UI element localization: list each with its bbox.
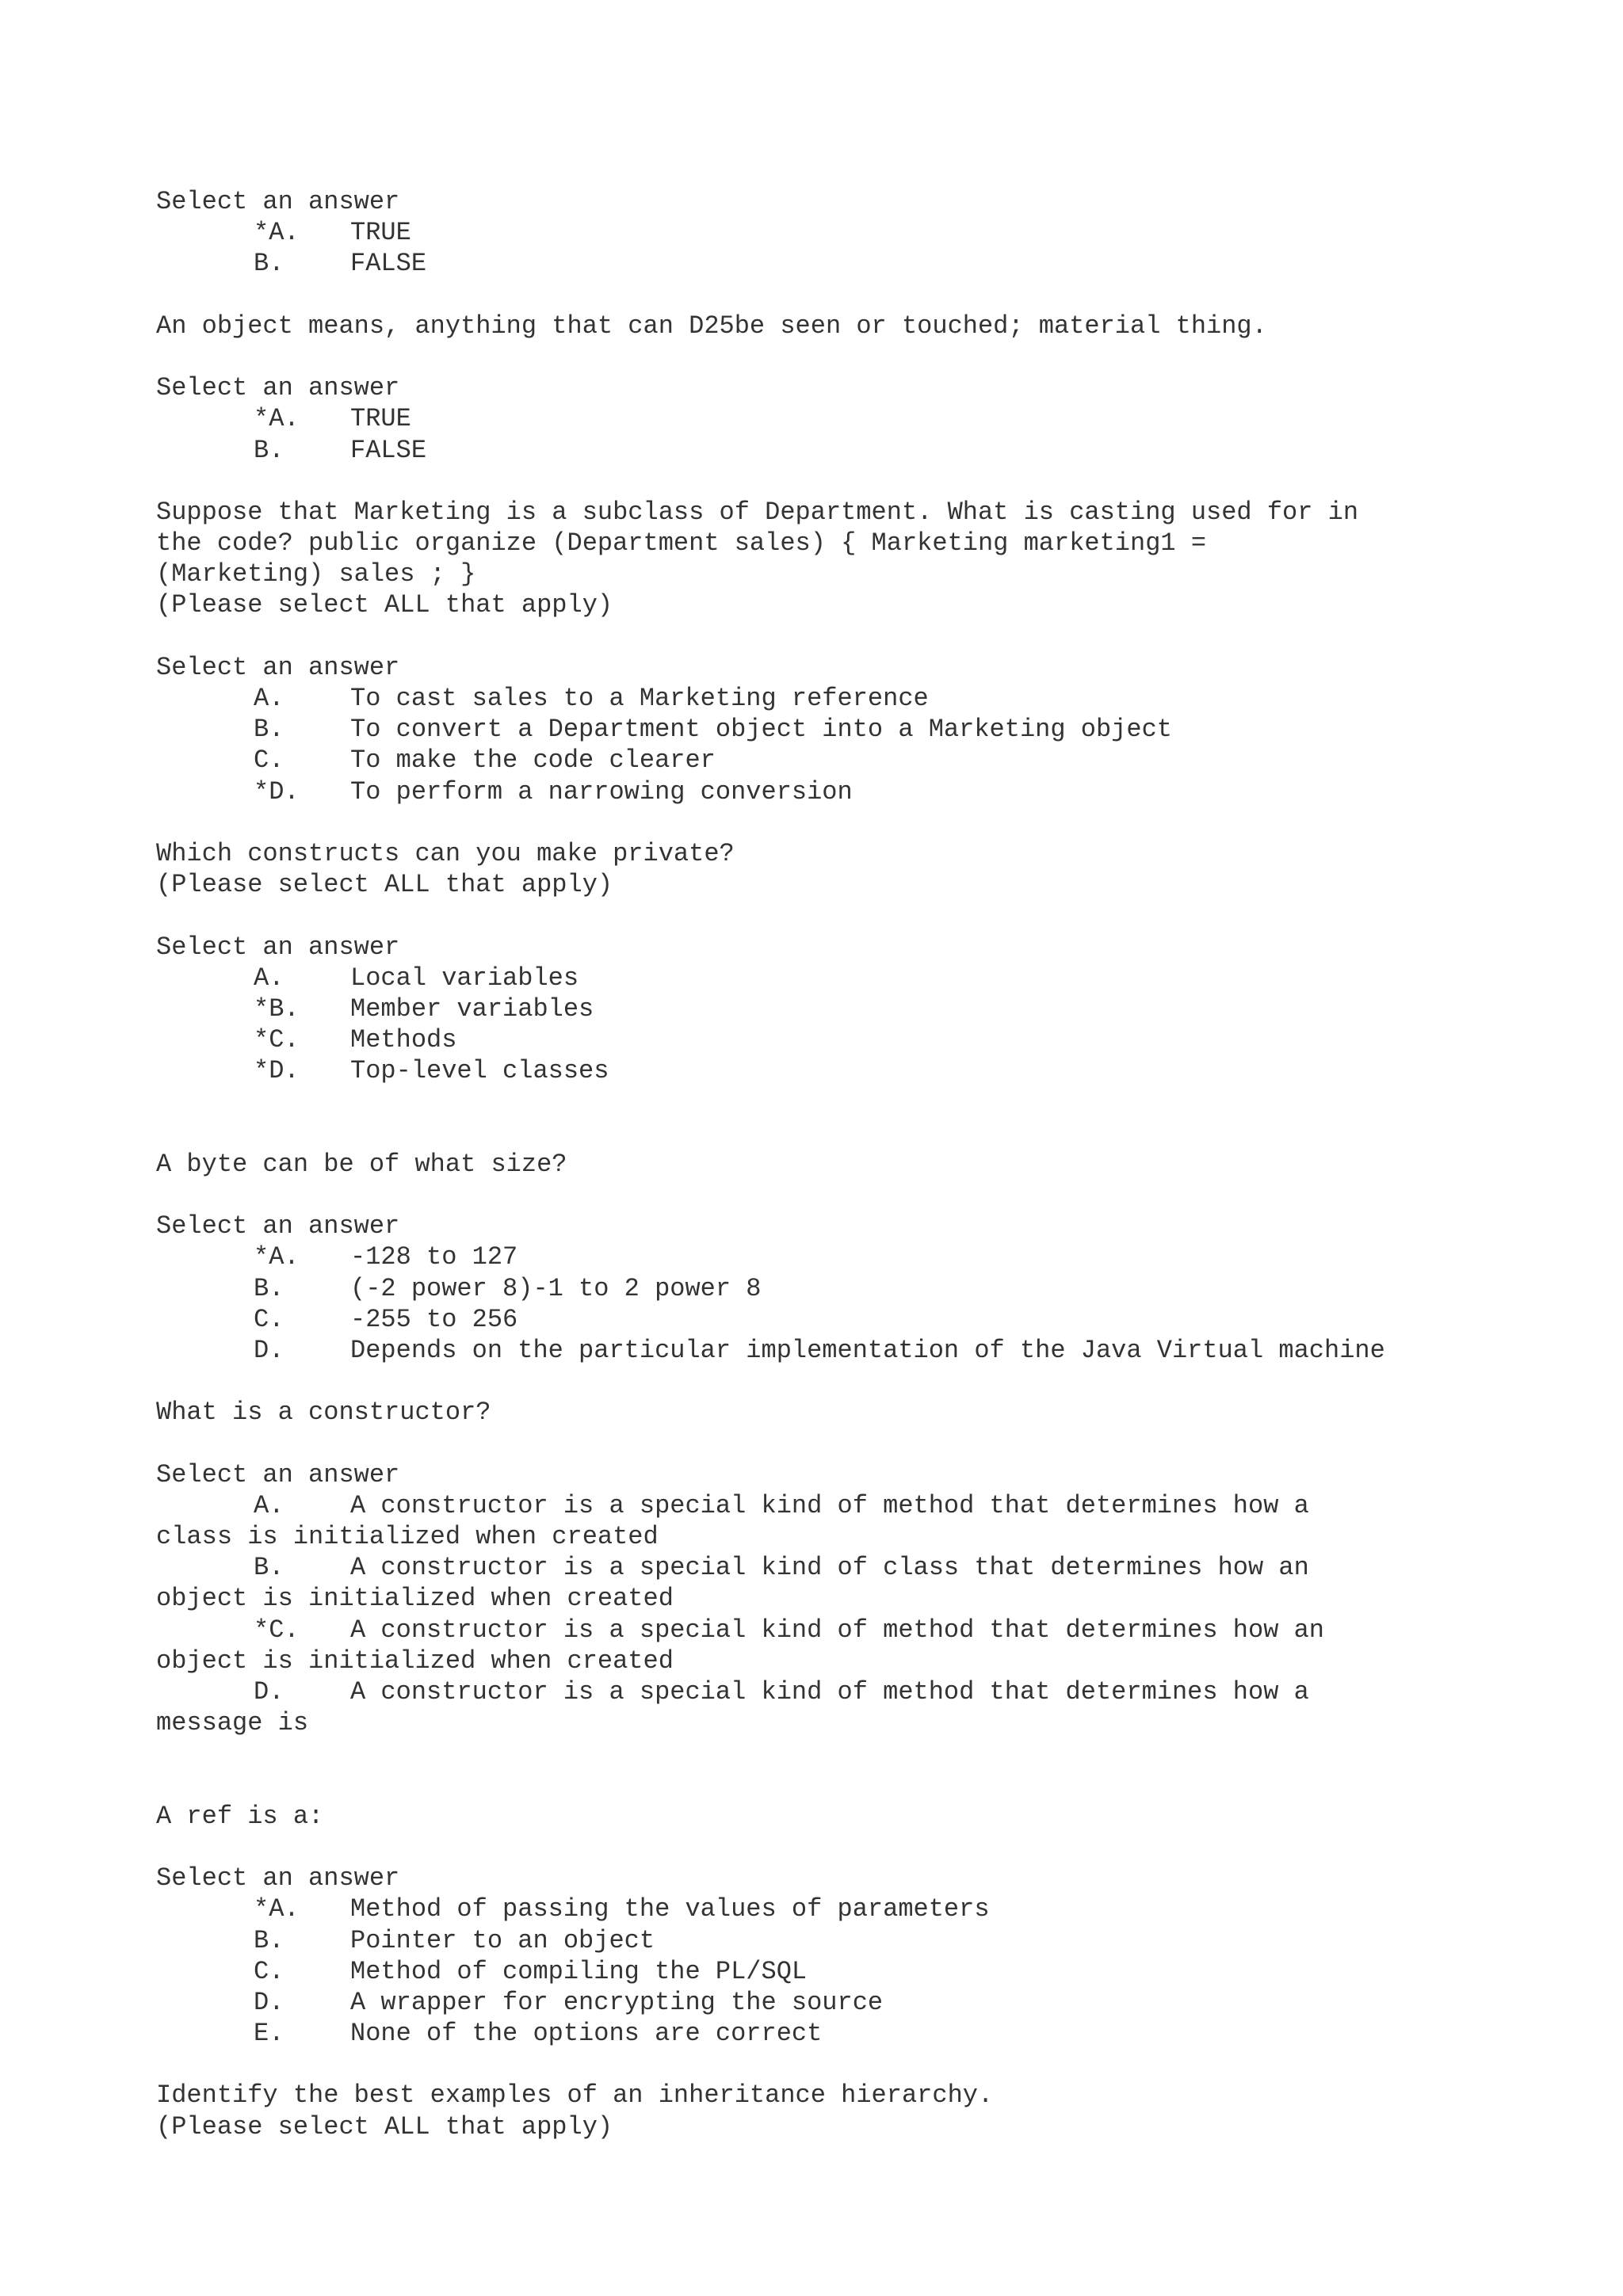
option-text: A constructor is a special kind of method that determines how a <box>350 1490 1309 1520</box>
option-text: A wrapper for encrypting the source <box>350 1987 884 2017</box>
option-letter: A. <box>254 684 285 713</box>
answer-option <box>156 1241 1535 1272</box>
blank-line <box>156 1366 1535 1397</box>
option-letter: B. <box>254 435 285 465</box>
question-text: (Please select ALL that apply) <box>156 2111 613 2142</box>
answer-option <box>156 1335 1535 1366</box>
option-letter: *A. <box>254 1894 300 1924</box>
option-letter: *D. <box>254 1056 300 1086</box>
option-text: Methods <box>350 1025 457 1055</box>
option-letter: *C. <box>254 1615 300 1645</box>
question-text: Which constructs can you make private? <box>156 838 735 868</box>
option-text: Pointer to an object <box>350 1925 655 1955</box>
option-text: To make the code clearer <box>350 746 716 776</box>
blank-line <box>156 280 1535 311</box>
answer-option <box>156 435 1535 466</box>
answer-option <box>156 403 1535 434</box>
select-answer-label: Select an answer <box>156 652 400 682</box>
option-letter: C. <box>254 1304 285 1334</box>
option-text: None of the options are correct <box>350 2019 823 2049</box>
question-text: A ref is a: <box>156 1801 324 1831</box>
answer-option <box>156 994 1535 1024</box>
select-answer-label: Select an answer <box>156 1863 400 1894</box>
option-letter: B. <box>254 715 285 745</box>
answer-option <box>156 1956 1535 1987</box>
blank-line <box>156 341 1535 372</box>
question-text: class is initialized when created <box>156 1522 659 1552</box>
option-text: To perform a narrowing conversion <box>350 776 853 807</box>
option-text: (-2 power 8)-1 to 2 power 8 <box>350 1273 762 1303</box>
answer-option <box>156 1987 1535 2018</box>
select-answer-label: Select an answer <box>156 1211 400 1241</box>
option-text: TRUE <box>350 218 411 248</box>
question-text: the code? public organize (Department sales) { Marketing marketing1 = <box>156 528 1207 559</box>
blank-line <box>156 466 1535 497</box>
blank-line <box>156 2049 1535 2080</box>
option-text: Method of passing the values of parameters <box>350 1894 990 1924</box>
answer-option <box>156 1055 1535 1086</box>
select-answer-label: Select an answer <box>156 373 400 403</box>
option-letter: B. <box>254 1273 285 1303</box>
answer-option <box>156 1894 1535 1924</box>
question-text: (Please select ALL that apply) <box>156 870 613 900</box>
blank-line <box>156 1738 1535 1769</box>
option-letter: D. <box>254 1987 285 2017</box>
option-text: A constructor is a special kind of method that determines how an <box>350 1615 1324 1645</box>
option-text: To cast sales to a Marketing reference <box>350 684 929 713</box>
answer-option <box>156 714 1535 745</box>
answer-option <box>156 1024 1535 1055</box>
option-letter: D. <box>254 1677 285 1707</box>
option-text: Depends on the particular implementation of the Java Virtual machine <box>350 1335 1385 1365</box>
blank-line <box>156 807 1535 838</box>
answer-option <box>156 776 1535 807</box>
option-text: Top-level classes <box>350 1056 609 1086</box>
question-text: Identify the best examples of an inheritance hierarchy. <box>156 2081 994 2111</box>
option-letter: C. <box>254 1956 285 1986</box>
blank-line <box>156 621 1535 652</box>
answer-option <box>156 963 1535 994</box>
answer-option <box>156 1552 1535 1583</box>
question-text: Suppose that Marketing is a subclass of Department. What is casting used for in <box>156 497 1359 527</box>
option-letter: C. <box>254 746 285 776</box>
option-text: FALSE <box>350 435 427 465</box>
answer-option <box>156 1676 1535 1707</box>
question-text: (Marketing) sales ; } <box>156 559 476 589</box>
option-text: A constructor is a special kind of class that determines how an <box>350 1553 1309 1583</box>
question-text: What is a constructor? <box>156 1398 491 1428</box>
option-letter: *A. <box>254 218 300 248</box>
blank-line <box>156 1428 1535 1459</box>
answer-option <box>156 217 1535 248</box>
question-text: message is <box>156 1708 309 1738</box>
option-letter: E. <box>254 2019 285 2049</box>
select-answer-label: Select an answer <box>156 1459 400 1489</box>
blank-line <box>156 1770 1535 1801</box>
option-text: Local variables <box>350 963 579 993</box>
answer-option <box>156 1490 1535 1521</box>
option-letter: B. <box>254 249 285 279</box>
option-letter: A. <box>254 1490 285 1520</box>
blank-line <box>156 1118 1535 1149</box>
option-text: TRUE <box>350 404 411 434</box>
question-text: A byte can be of what size? <box>156 1149 567 1179</box>
question-text: object is initialized when created <box>156 1584 674 1614</box>
option-letter: A. <box>254 963 285 993</box>
select-answer-label: Select an answer <box>156 932 400 962</box>
option-letter: *C. <box>254 1025 300 1055</box>
answer-option <box>156 1925 1535 1956</box>
option-text: Member variables <box>350 994 594 1024</box>
option-letter: D. <box>254 1335 285 1365</box>
blank-line <box>156 1180 1535 1211</box>
answer-option <box>156 745 1535 776</box>
answer-option <box>156 1615 1535 1646</box>
question-text: object is initialized when created <box>156 1646 674 1676</box>
blank-line <box>156 900 1535 931</box>
option-letter: B. <box>254 1553 285 1583</box>
answer-option <box>156 2018 1535 2049</box>
question-text: An object means, anything that can D25be seen or touched; material thing. <box>156 311 1267 341</box>
option-letter: *B. <box>254 994 300 1024</box>
answer-option <box>156 1304 1535 1335</box>
answer-option <box>156 1273 1535 1304</box>
option-text: -128 to 127 <box>350 1242 518 1272</box>
option-text: Method of compiling the PL/SQL <box>350 1956 808 1986</box>
option-text: A constructor is a special kind of method that determines how a <box>350 1677 1309 1707</box>
select-answer-label: Select an answer <box>156 187 400 216</box>
option-letter: B. <box>254 1925 285 1955</box>
quiz-text <box>156 186 1535 2142</box>
option-letter: *A. <box>254 404 300 434</box>
option-letter: *D. <box>254 776 300 807</box>
blank-line <box>156 1086 1535 1117</box>
answer-option <box>156 683 1535 714</box>
option-text: -255 to 256 <box>350 1304 518 1334</box>
option-text: To convert a Department object into a Marketing object <box>350 715 1172 745</box>
blank-line <box>156 1832 1535 1863</box>
answer-option <box>156 248 1535 279</box>
option-letter: *A. <box>254 1242 300 1272</box>
option-text: FALSE <box>350 249 427 279</box>
question-text: (Please select ALL that apply) <box>156 590 613 620</box>
